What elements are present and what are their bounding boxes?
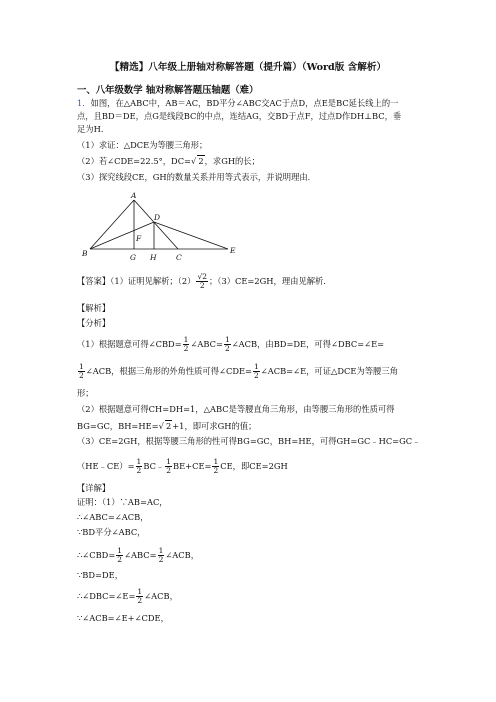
fraction-denominator: 2 [137, 596, 143, 605]
analysis-text: （HE﹣CE）= [77, 461, 135, 471]
analysis-text: ∠ABC= [190, 339, 223, 349]
question-2-text: （2）若∠CDE=22.5°，DC= [77, 156, 192, 166]
detail-line-7: ∵∠ACB=∠E+∠CDE， [77, 613, 169, 623]
analysis-line-1 [77, 336, 384, 353]
analysis-sublabel: 【分析】 [77, 318, 111, 328]
half-fraction [78, 363, 85, 380]
detail-text: ∴∠CBD= [77, 550, 116, 560]
detail-label: 【详解】 [77, 483, 111, 493]
fraction-numerator: 1 [137, 587, 143, 596]
question-1: （1）求证：△DCE为等腰三角形； [77, 140, 208, 150]
question-3: （3）探究线段CE，GH的数量关系并用等式表示，并说明理由． [77, 172, 316, 182]
segment-de [154, 222, 228, 249]
problem-line-3: 足为H． [77, 124, 110, 134]
detail-text: ∠ABC= [124, 550, 157, 560]
segment-ab [90, 200, 134, 249]
fraction-numerator: 1 [166, 457, 172, 466]
label-e: E [230, 246, 236, 255]
detail-line-1: 证明：（1）∵AB=AC， [77, 497, 168, 507]
label-a: A [131, 191, 137, 200]
fraction-denominator: 2 [158, 555, 164, 564]
label-b: B [82, 249, 88, 258]
analysis-text: BC﹣ [143, 461, 165, 471]
half-fraction [165, 458, 172, 475]
answer-label: 【答案】 [77, 276, 111, 286]
detail-line-2: ∴∠ABC=∠ACB， [77, 512, 149, 522]
analysis-line-6: （3）CE=2GH，根据等腰三角形的性可得BG=GC，BH=HE，可得GH=GC﹣HC=GC﹣ [77, 436, 421, 446]
sqrt-symbol: √ [158, 421, 164, 431]
triangle-figure [80, 190, 250, 262]
analysis-text: BG=GC，BH=HE= [77, 421, 159, 431]
label-h: H [150, 253, 157, 262]
analysis-line-3: 形； [77, 388, 94, 398]
document-title: 【精选】八年级上册轴对称解答题（提升篇）（Word版 含解析） [109, 62, 387, 73]
fraction-numerator: 1 [79, 362, 84, 371]
analysis-text: ∠ACB=∠E，可证△DCE为等腰三角 [260, 366, 398, 376]
fraction-denominator: 2 [79, 371, 84, 380]
problem-text: 如图，在△ABC中，AB＝AC，BD平分∠ABC交AC于点D，点E是BC延长线上的一 [90, 98, 399, 108]
answer-line [77, 273, 332, 290]
fraction-denominator: 2 [166, 466, 172, 475]
analysis-text: （1）根据题意可得∠CBD= [77, 339, 182, 349]
fraction-numerator: 1 [224, 335, 230, 344]
question-2-tail: ，求GH的长； [204, 156, 260, 166]
fraction-denominator: 2 [117, 555, 123, 564]
fraction-denominator: 2 [213, 466, 219, 475]
fraction-denominator: 2 [183, 344, 189, 353]
sqrt-value: 2 [198, 156, 204, 166]
label-g: G [130, 253, 136, 262]
problem-line-2: 点，且BD＝DE，点G是线段BC的中点，连结AG，交BD于点F，过点D作DH⊥BC，垂 [77, 111, 402, 121]
half-fraction [158, 547, 165, 564]
label-c: C [176, 253, 182, 262]
analysis-line-4: （2）根据题意可得CH=DH=1，△ABC是等腰直角三角形，由等腰三角形的性质可得 [77, 404, 395, 414]
label-f: F [136, 234, 142, 243]
detail-text: ∴∠DBC=∠E= [77, 591, 136, 601]
fraction-numerator: 1 [117, 546, 123, 555]
analysis-line-7 [77, 458, 288, 475]
detail-text: ∠ACB， [144, 591, 178, 601]
half-fraction [116, 547, 123, 564]
problem-line-1 [77, 98, 398, 109]
fraction-numerator: 1 [158, 546, 164, 555]
fraction-denominator: 2 [199, 281, 205, 290]
half-fraction [183, 336, 190, 353]
half-fraction [136, 588, 143, 605]
fraction-denominator: 2 [254, 371, 259, 380]
detail-line-5: ∵BD=DE， [77, 570, 123, 580]
analysis-text: ∠ACB，根据三角形的外角性质可得∠CDE= [85, 366, 252, 376]
fraction-numerator: √2 [197, 272, 207, 281]
sqrt-symbol: √ [191, 156, 197, 166]
fraction-numerator: 1 [254, 362, 259, 371]
problem-number: 1． [77, 98, 91, 108]
detail-text: ∠ACB， [165, 550, 200, 560]
analysis-text: ∠ACB，由BD=DE，可得∠DBC=∠E= [231, 339, 385, 349]
answer-fraction [196, 273, 208, 290]
fraction-numerator: 1 [183, 335, 189, 344]
half-fraction [212, 458, 219, 475]
detail-line-4 [77, 547, 199, 564]
fraction-denominator: 2 [224, 344, 230, 353]
answer-part-1: （1）证明见解析；（2） [110, 276, 196, 286]
fraction-numerator: 1 [213, 457, 219, 466]
analysis-label: 【解析】 [77, 303, 111, 313]
fraction-denominator: 2 [136, 466, 142, 475]
analysis-line-2 [77, 363, 398, 380]
analysis-text: +1，即可求GH的值； [172, 421, 257, 431]
detail-line-6 [77, 588, 178, 605]
answer-part-3: ；（3）CE=2GH，理由见解析． [209, 276, 332, 286]
question-2 [77, 155, 260, 167]
analysis-text: CE，即CE=2GH [220, 461, 288, 471]
detail-line-3: ∵BD平分∠ABC， [77, 527, 146, 537]
half-fraction [224, 336, 231, 353]
half-fraction [136, 458, 143, 475]
sqrt-value: 2 [165, 421, 172, 431]
half-fraction [253, 363, 260, 380]
label-d: D [154, 213, 161, 222]
segment-bd [90, 222, 154, 249]
fraction-numerator: 1 [136, 457, 142, 466]
analysis-line-5 [77, 420, 256, 432]
section-heading: 一、八年级数学 轴对称解答题压轴题（难） [77, 85, 259, 96]
analysis-text: BE+CE= [173, 461, 212, 471]
